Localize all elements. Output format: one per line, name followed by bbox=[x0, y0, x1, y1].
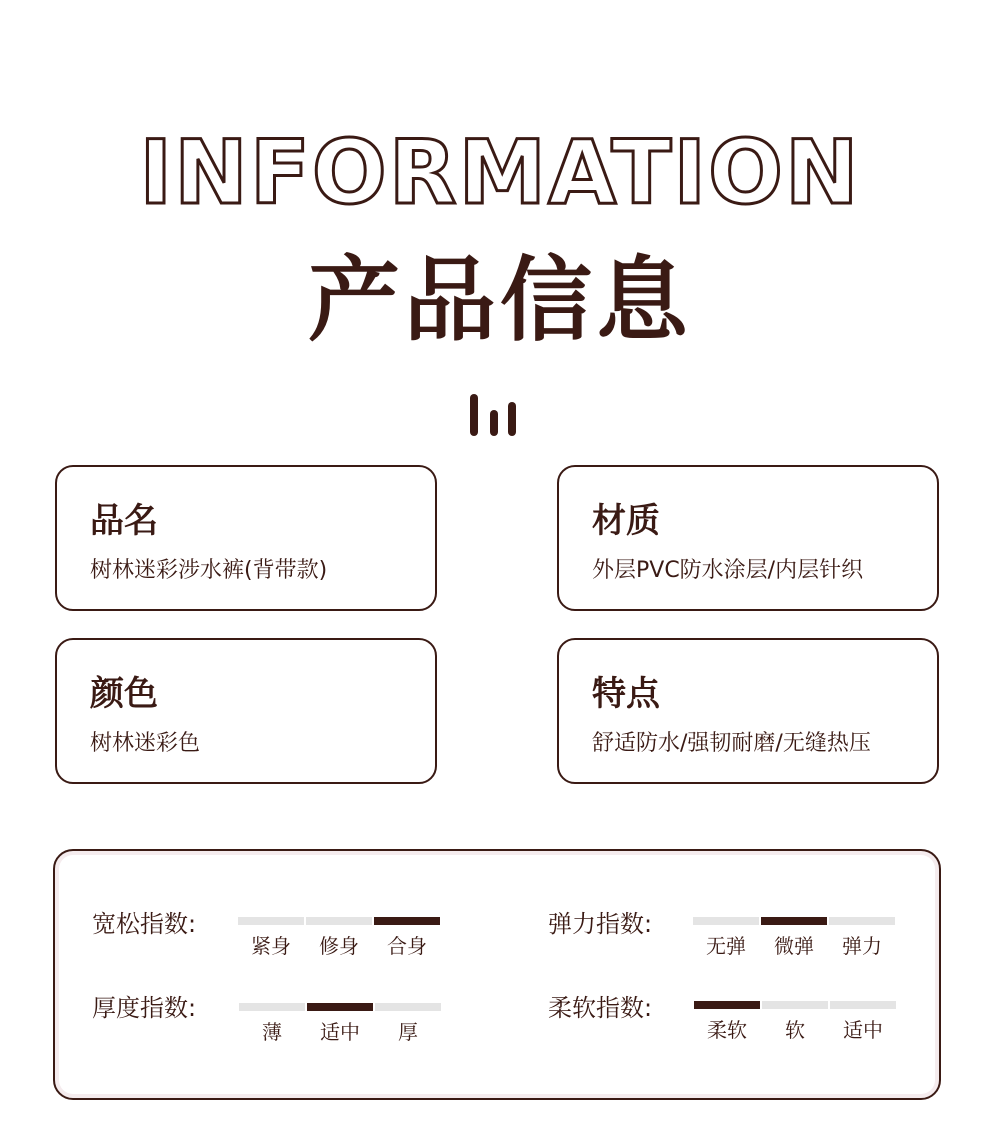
scale-segment bbox=[306, 917, 372, 925]
index-scale-looseness bbox=[238, 917, 442, 977]
card-title: 品名 bbox=[90, 501, 158, 541]
scale-segment bbox=[830, 1001, 896, 1009]
bars-decoration-icon bbox=[470, 394, 520, 436]
scale-option: 微弹 bbox=[774, 934, 814, 958]
card-color bbox=[55, 638, 437, 784]
scale-option: 无弹 bbox=[706, 934, 746, 958]
card-value: 树林迷彩涉水裤(背带款) bbox=[90, 558, 328, 583]
scale-option: 弹力 bbox=[842, 934, 882, 958]
card-features bbox=[557, 638, 939, 784]
scale-segment bbox=[238, 917, 304, 925]
scale-option: 修身 bbox=[319, 934, 359, 958]
index-label-thickness: 厚度指数: bbox=[92, 994, 197, 1022]
card-product-name bbox=[55, 465, 437, 611]
scale-option: 厚 bbox=[398, 1020, 418, 1044]
card-title: 材质 bbox=[592, 501, 660, 541]
scale-segment bbox=[307, 1003, 373, 1011]
scale-option: 软 bbox=[785, 1018, 805, 1042]
index-scale-softness bbox=[694, 1001, 898, 1061]
scale-segment bbox=[375, 1003, 441, 1011]
card-title: 特点 bbox=[592, 674, 660, 714]
index-panel bbox=[53, 849, 941, 1100]
title-english: INFORMATION bbox=[139, 121, 861, 224]
card-value: 树林迷彩色 bbox=[90, 731, 201, 756]
card-value: 舒适防水/强韧耐磨/无缝热压 bbox=[592, 731, 871, 756]
scale-option: 适中 bbox=[843, 1018, 883, 1042]
scale-segment bbox=[239, 1003, 305, 1011]
scale-option: 紧身 bbox=[251, 934, 291, 958]
index-label-elasticity: 弹力指数: bbox=[548, 910, 653, 938]
card-title: 颜色 bbox=[90, 674, 158, 714]
scale-segment bbox=[829, 917, 895, 925]
title-chinese: 产品信息 bbox=[307, 247, 692, 354]
card-material bbox=[557, 465, 939, 611]
scale-option: 柔软 bbox=[707, 1018, 747, 1042]
index-scale-elasticity bbox=[693, 917, 897, 977]
scale-segment bbox=[374, 917, 440, 925]
scale-segment bbox=[693, 917, 759, 925]
card-value: 外层PVC防水涂层/内层针织 bbox=[592, 558, 864, 583]
scale-option: 合身 bbox=[387, 934, 427, 958]
scale-option: 适中 bbox=[320, 1020, 360, 1044]
index-label-softness: 柔软指数: bbox=[548, 994, 653, 1022]
scale-segment bbox=[694, 1001, 760, 1009]
scale-segment bbox=[762, 1001, 828, 1009]
index-scale-thickness bbox=[239, 1003, 443, 1063]
scale-segment bbox=[761, 917, 827, 925]
index-label-looseness: 宽松指数: bbox=[92, 910, 197, 938]
scale-option: 薄 bbox=[262, 1020, 282, 1044]
